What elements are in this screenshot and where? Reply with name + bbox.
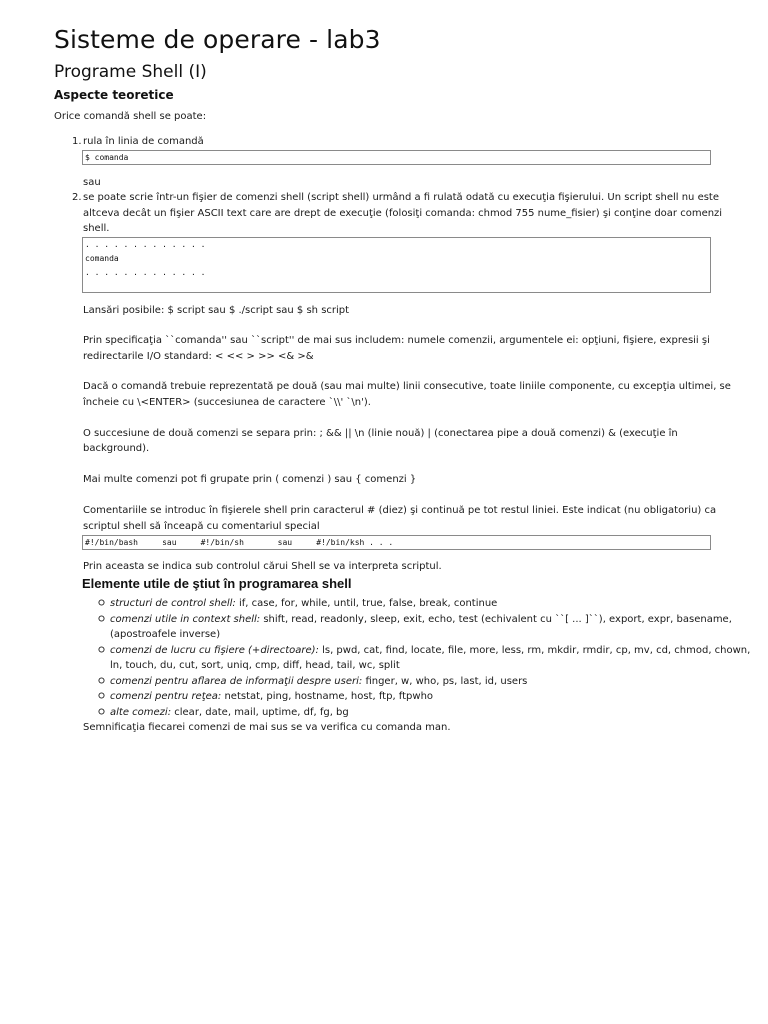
paragraph-succesiune-line-2: background). bbox=[83, 443, 150, 454]
code-line: comanda bbox=[85, 254, 119, 263]
code-line: . . . . . . . . . . . . . bbox=[85, 268, 206, 277]
circle-bullet-icon bbox=[98, 599, 107, 608]
page-subtitle: Programe Shell (I) bbox=[54, 62, 207, 82]
circle-bullet-icon bbox=[98, 677, 107, 686]
item-text: clear, date, mail, uptime, df, fg, bg bbox=[171, 707, 349, 718]
code-block-shebang bbox=[82, 535, 711, 550]
list-item bbox=[110, 705, 349, 721]
list-item bbox=[110, 689, 433, 705]
item-text: finger, w, who, ps, last, id, users bbox=[362, 676, 528, 687]
paragraph-specificatia-line-2: redirectarile I/O standard: < << > >> <& >& bbox=[83, 351, 314, 362]
paragraph-interpreta: Prin aceasta se indica sub controlul cărui Shell se va interpreta scriptul. bbox=[83, 561, 442, 572]
footer-note: Semnificaţia fiecarei comenzi de mai sus se va verifica cu comanda man. bbox=[83, 722, 451, 733]
item-label: alte comezi: bbox=[110, 707, 172, 718]
list-item-2-line-3: shell. bbox=[83, 223, 110, 234]
section-heading: Aspecte teoretice bbox=[54, 88, 174, 102]
item-label: structuri de control shell: bbox=[110, 598, 236, 609]
circle-bullet-icon bbox=[98, 692, 107, 701]
item-text: netstat, ping, hostname, host, ftp, ftpwho bbox=[221, 691, 434, 702]
code-line: #!/bin/bash sau #!/bin/sh sau #!/bin/ksh . . . bbox=[85, 538, 394, 547]
page-title: Sisteme de operare - lab3 bbox=[54, 25, 381, 54]
paragraph-lansari: Lansări posibile: $ script sau $ ./script sau $ sh script bbox=[83, 305, 350, 316]
list-item bbox=[110, 674, 527, 690]
item-label: comenzi pentru aflarea de informaţii despre useri: bbox=[110, 676, 363, 687]
intro-text: Orice comandă shell se poate: bbox=[54, 111, 207, 122]
list-item-2-line-1: se poate scrie într-un fişier de comenzi shell (script shell) urmând a fi rulată odată cu execuţia fişierului. Un script shell nu este bbox=[83, 192, 720, 203]
paragraph-grupate: Mai multe comenzi pot fi grupate prin ( comenzi ) sau { comenzi } bbox=[83, 474, 417, 485]
item-label: comenzi de lucru cu fişiere (+directoare): bbox=[110, 645, 319, 656]
list-item-2-line-2: altceva decât un fişier ASCII text care are drept de execuţie (folosiţi comanda: chmod 755 nume_fisier) şi conţine doar comenzi bbox=[83, 208, 723, 219]
paragraph-comentarii-line-2: scriptul shell să înceapă cu comentariul special bbox=[83, 521, 320, 532]
list-number-1: 1. bbox=[72, 136, 82, 147]
item-text: if, case, for, while, until, true, false, break, continue bbox=[235, 598, 498, 609]
item-label: comenzi utile in context shell: bbox=[110, 614, 261, 625]
list-item-1-text: rula în linia de comandă bbox=[83, 136, 204, 147]
paragraph-linii-line-1: Dacă o comandă trebuie reprezentată pe două (sau mai multe) linii consecutive, toate liniile componente, cu excepţia ultimei, se bbox=[83, 381, 731, 392]
paragraph-comentarii-line-1: Comentariile se introduc în fişierele shell prin caracterul # (diez) şi continuă pe tot restul liniei. Este indicat (nu obligatoriu) ca bbox=[83, 505, 717, 516]
item-text-continued: (apostroafele inverse) bbox=[110, 629, 221, 640]
code-block-comanda bbox=[82, 150, 711, 165]
list-number-2: 2. bbox=[72, 192, 82, 203]
code-line: . . . . . . . . . . . . . bbox=[85, 240, 206, 249]
list-item bbox=[110, 643, 750, 659]
list-item bbox=[110, 596, 497, 612]
code-line: $ comanda bbox=[85, 153, 129, 162]
code-block-script bbox=[82, 237, 711, 293]
paragraph-succesiune-line-1: O succesiune de două comenzi se separa prin: ; && || \n (linie nouă) | (conectarea pipe a două comenzi) & (execuţie în bbox=[83, 428, 678, 439]
elements-heading: Elemente utile de ştiut în programarea shell bbox=[82, 576, 352, 591]
item-text: shift, read, readonly, sleep, exit, echo, test (echivalent cu ``[ ... ]``), export, expr, basename, bbox=[260, 614, 732, 625]
circle-bullet-icon bbox=[98, 615, 107, 624]
circle-bullet-icon bbox=[98, 708, 107, 717]
paragraph-linii-line-2: încheie cu \<ENTER> (succesiunea de caractere `\\' `\n'). bbox=[83, 397, 371, 408]
list-item bbox=[110, 612, 732, 628]
paragraph-specificatia-line-1: Prin specificaţia ``comanda'' sau ``script'' de mai sus includem: numele comenzii, argumentele ei: opţiuni, fişiere, expresii şi bbox=[83, 335, 710, 346]
circle-bullet-icon bbox=[98, 646, 107, 655]
item-label: comenzi pentru reţea: bbox=[110, 691, 222, 702]
item-text: ls, pwd, cat, find, locate, file, more, less, rm, mkdir, rmdir, cp, mv, cd, chmod, chown, bbox=[318, 645, 751, 656]
item-text-continued: ln, touch, du, cut, sort, uniq, cmp, diff, head, tail, wc, split bbox=[110, 660, 400, 671]
sau-text: sau bbox=[83, 177, 101, 188]
